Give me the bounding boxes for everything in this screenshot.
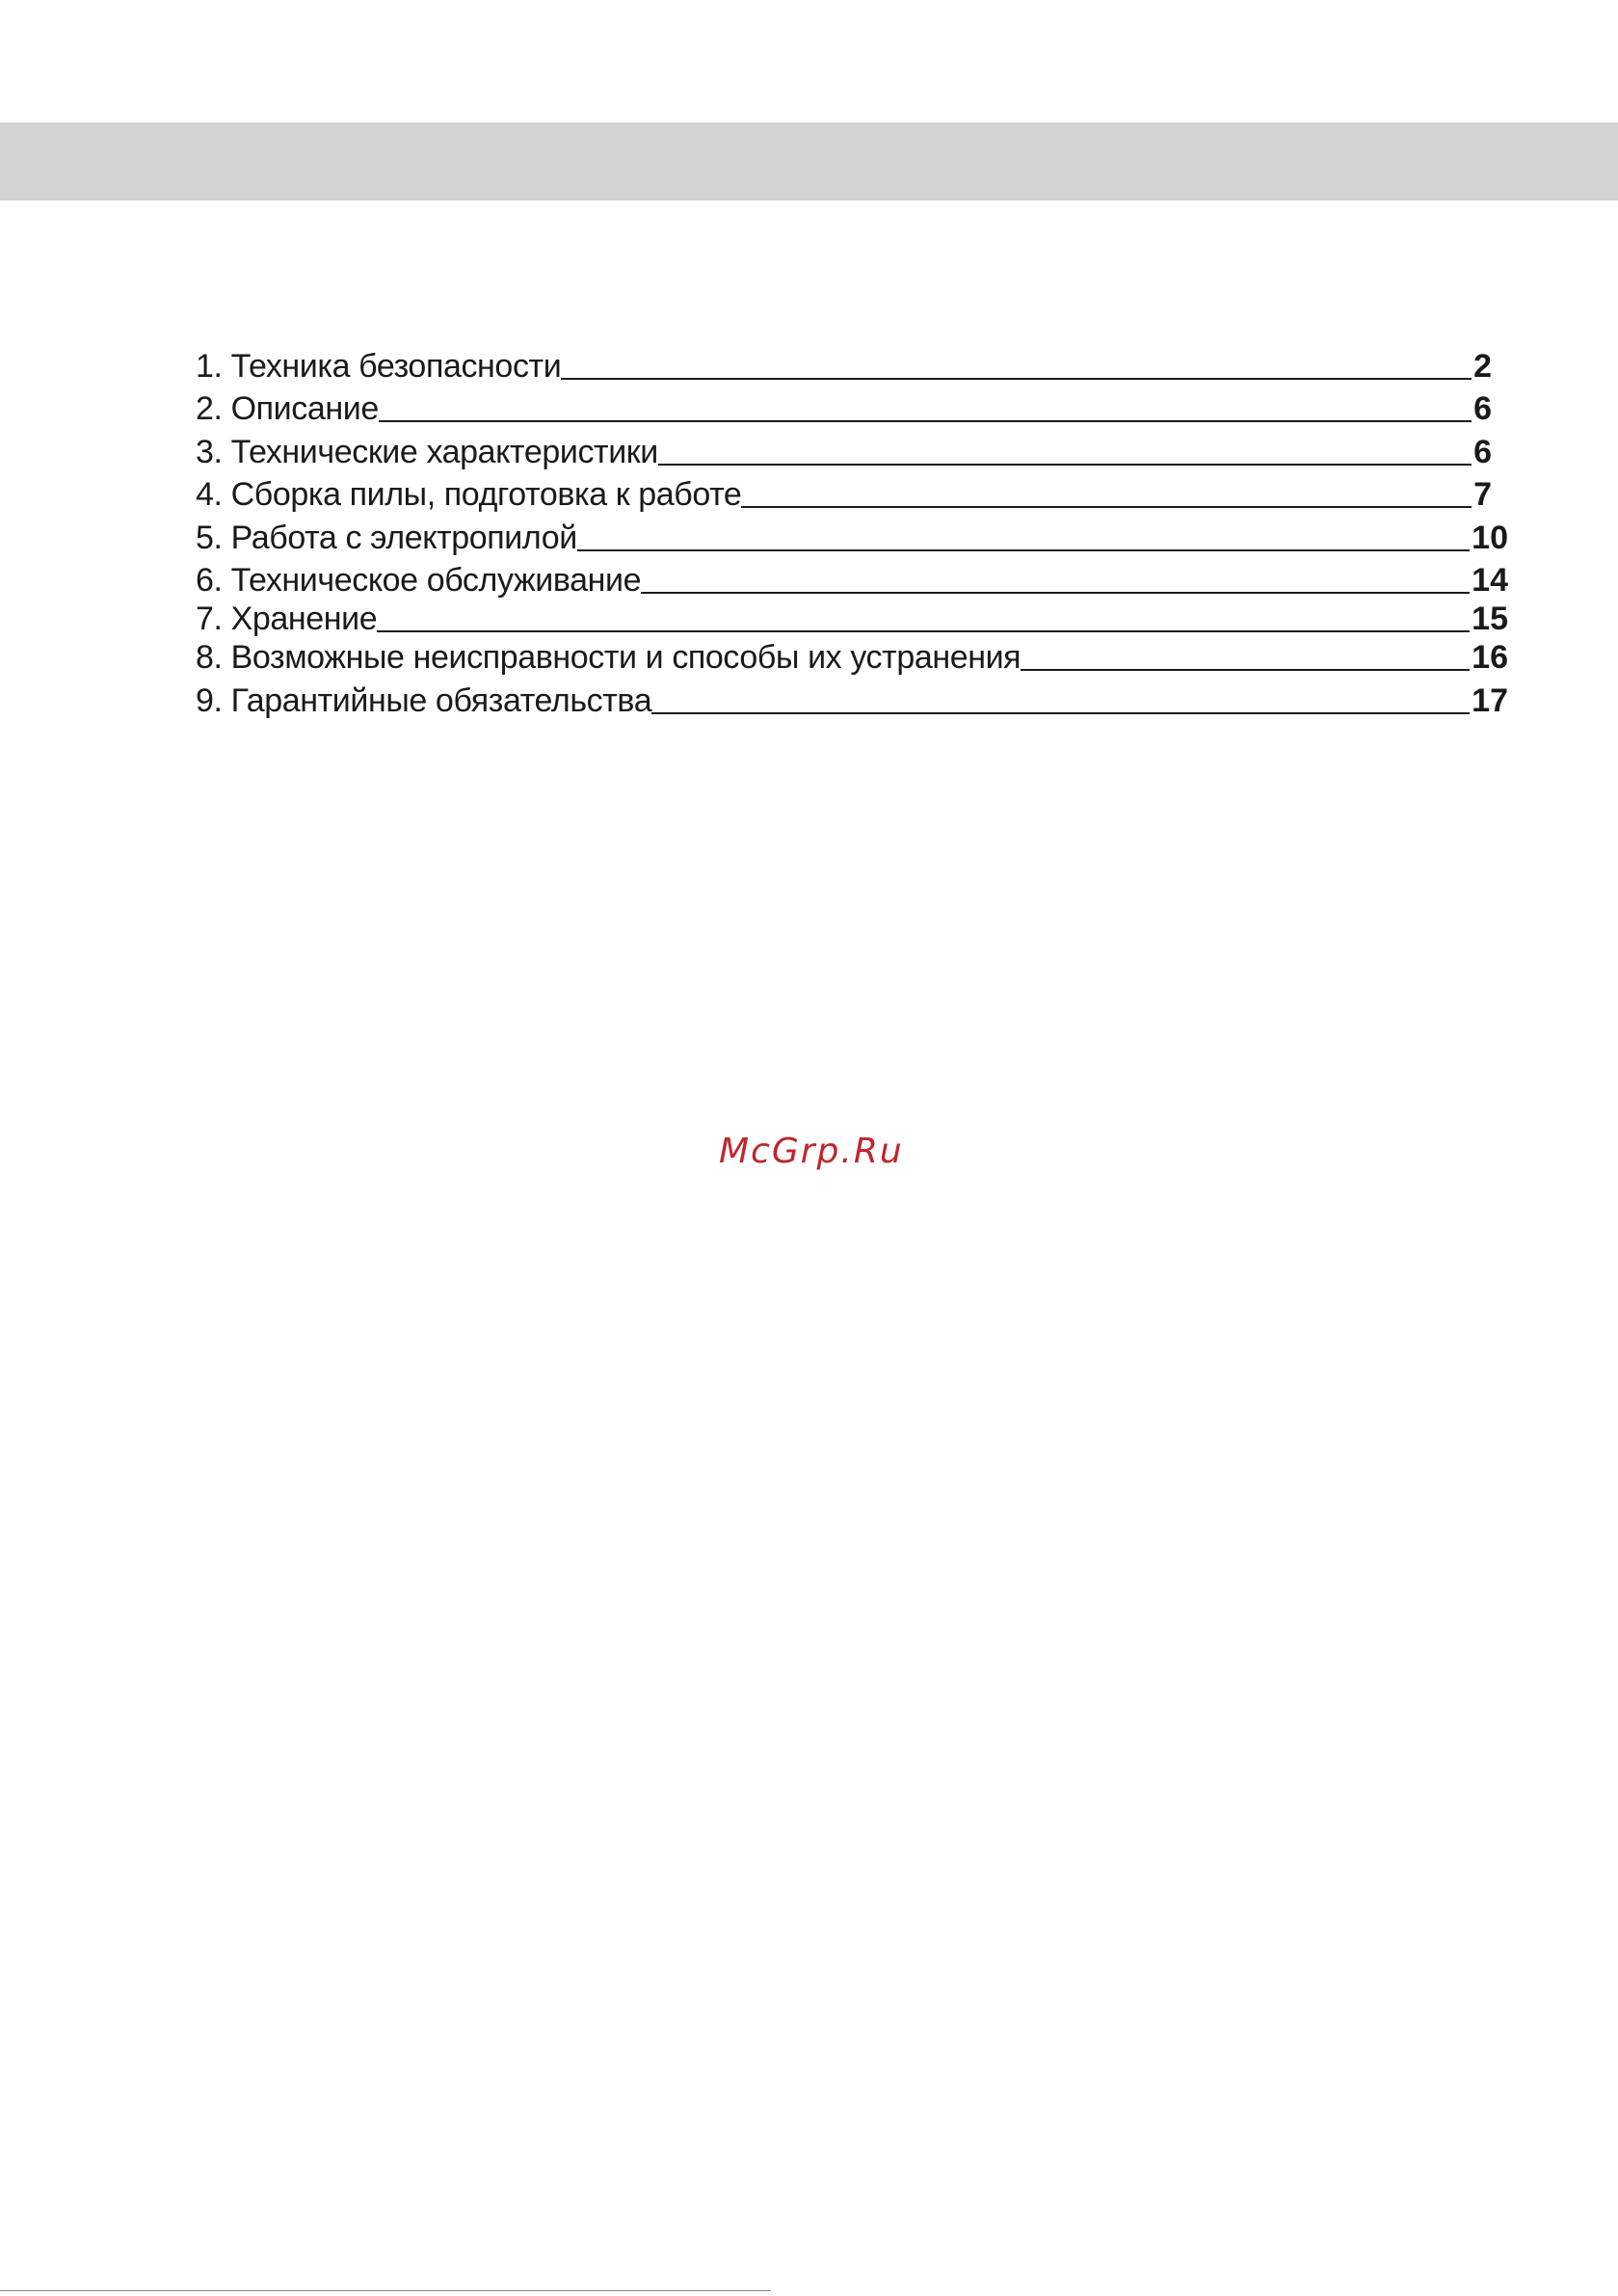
toc-leader-line: [741, 506, 1472, 508]
toc-entry-page: 2: [1473, 347, 1492, 385]
toc-entry-label: 4. Сборка пилы, подготовка к работе: [196, 476, 742, 513]
toc-entry-label: 9. Гарантийные обязательства: [196, 681, 652, 719]
table-of-contents: [196, 339, 1508, 717]
toc-entry[interactable]: [196, 554, 1508, 598]
toc-entry[interactable]: [196, 339, 1508, 383]
toc-leader-line: [658, 464, 1472, 466]
toc-entry[interactable]: [196, 468, 1508, 512]
toc-entry[interactable]: [196, 425, 1508, 468]
toc-entry-label: 1. Техника безопасности: [196, 347, 562, 385]
toc-entry-label: 3. Технические характеристики: [196, 433, 658, 470]
toc-leader-line: [651, 712, 1470, 714]
toc-entry[interactable]: [196, 635, 1508, 674]
toc-leader-line: [379, 420, 1472, 422]
toc-leader-line: [1021, 669, 1470, 671]
toc-entry-label: 5. Работа с электропилой: [196, 519, 577, 556]
toc-entry-page: 10: [1472, 519, 1508, 556]
watermark-logo: McGrp.Ru: [719, 1132, 904, 1171]
toc-entry-page: 15: [1472, 601, 1508, 637]
toc-entry[interactable]: [196, 383, 1508, 426]
toc-entry-page: 14: [1472, 562, 1508, 599]
toc-entry-page: 16: [1472, 639, 1508, 676]
toc-entry-label: 8. Возможные неисправности и способы их устранения: [196, 639, 1021, 676]
header-band: [0, 122, 1618, 200]
toc-entry-page: 6: [1473, 433, 1492, 470]
toc-leader-line: [561, 378, 1472, 380]
toc-leader-line: [377, 630, 1470, 632]
toc-entry-page: 7: [1473, 476, 1492, 513]
toc-entry-page: 6: [1473, 390, 1492, 427]
toc-entry[interactable]: [196, 674, 1508, 717]
footer-rule: [0, 2290, 771, 2291]
toc-entry-label: 6. Техническое обслуживание: [196, 562, 642, 599]
toc-entry-page: 17: [1472, 681, 1508, 719]
toc-entry-label: 7. Хранение: [196, 601, 378, 637]
toc-leader-line: [641, 592, 1470, 594]
toc-entry[interactable]: [196, 597, 1508, 635]
toc-leader-line: [577, 549, 1470, 551]
toc-entry-label: 2. Описание: [196, 390, 379, 427]
toc-entry[interactable]: [196, 511, 1508, 554]
